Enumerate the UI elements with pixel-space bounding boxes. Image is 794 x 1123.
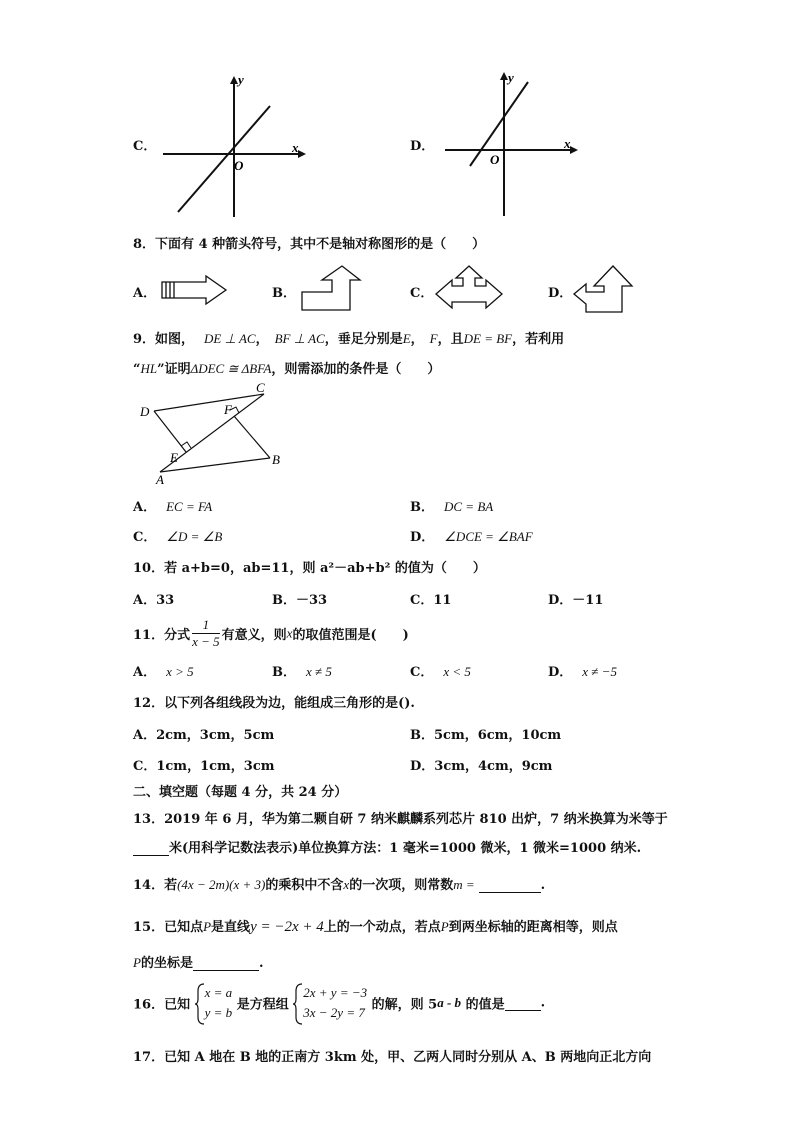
q9-stem-line1: 9．如图， DE ⊥ AC， BF ⊥ AC，垂足分别是E， F，且DE = BF，若利用 [133,331,565,347]
origin-label: O [490,152,500,167]
section-heading: 二、填空题（每题 4 分，共 24 分） [133,785,348,800]
q12-option-d: D．3cm，4cm，9cm [410,759,553,774]
q13-line1: 13．2019 年 6 月，华为第二颗自研 7 纳米麒麟系列芯片 810 出炉，7 纳米换算为米等于 [133,812,668,827]
x-axis-label: x [292,140,299,155]
q10-option-a: A．33 [133,593,175,608]
q15-answer-blank[interactable] [193,956,259,971]
q8-option-c-label: C． [410,286,434,301]
graph-line [178,106,270,212]
q12-option-a: A．2cm，3cm，5cm [133,728,275,743]
q11-option-d: D． x ≠ −5 [548,664,617,680]
origin-label: O [234,158,244,173]
q8-option-d-label: D． [548,286,573,301]
q15-line1: 15．已知点P是直线y = −2x + 4上的一个动点，若点P到两坐标轴的距离相等，则点 [133,919,618,935]
q8-arrow-b [300,264,362,314]
q7-graph-d [440,68,580,220]
y-axis-label: y [508,70,514,85]
q16-solution-system: x = a y = b [195,983,233,1023]
q17-line1: 17．已知 A 地在 B 地的正南方 3km 处，甲、乙两人同时分别从 A、B 两地向正北方向 [133,1050,652,1065]
q9-option-a: A． EC = FA [133,499,213,515]
q9-option-d: D． ∠DCE = ∠BAF [410,529,533,545]
q15-line2: P的坐标是 . [133,955,264,971]
q9-option-b: B． DC = BA [410,499,494,515]
q14-answer-blank[interactable] [479,878,541,893]
y-axis-label: y [238,72,244,87]
q11-option-b: B． x ≠ 5 [272,664,332,680]
x-axis-label: x [564,136,571,151]
q13-answer-blank[interactable] [133,841,169,856]
q7-option-c-label: C． [133,139,157,154]
q16-equation-system: 2x + y = −3 3x − 2y = 7 [293,983,367,1023]
q10-option-c: C．11 [410,593,452,608]
label-D: D [140,404,150,419]
q16-stem: 16．已知 x = a y = b 是方程组 2x + y = −3 3x − 2y = 7 的解，则 5a - b 的值是 . [133,983,545,1023]
q16-answer-blank[interactable] [505,996,541,1011]
q11-option-a: A． x > 5 [133,664,194,680]
q12-option-c: C．1cm，1cm，3cm [133,759,275,774]
label-A: A [156,472,164,487]
q9-option-c: C． ∠D = ∠B [133,529,223,545]
q8-stem: 8．下面有 4 种箭头符号，其中不是轴对称图形的是（ ） [133,237,486,252]
q10-stem: 10．若 a+b=0，ab=11，则 a²－ab+b² 的值为（ ） [133,561,486,576]
q11-stem: 11．分式 $\frac{1}{x - 5}$ 有意义，则x的取值范围是( ) [133,617,409,649]
q12-stem: 12．以下列各组线段为边，能组成三角形的是(). [133,696,415,711]
q8-arrow-d [572,264,634,316]
q10-option-b: B．－33 [272,593,328,608]
q7-graph-c [158,72,308,220]
q11-fraction: $\frac{1}{x - 5}$ [192,617,220,649]
label-E: E [170,450,178,465]
q9-figure [136,380,286,488]
q11-option-c: C． x < 5 [410,664,471,680]
q10-option-d: D．－11 [548,593,604,608]
q12-option-b: B．5cm，6cm，10cm [410,728,562,743]
q8-option-b-label: B． [272,286,296,301]
q13-line2: 米(用科学记数法表示)单位换算方法：1 毫米=1000 微米，1 微米=1000 纳米. [133,837,641,856]
q9-stem-line2: “HL”证明ΔDEC ≅ ΔBFA，则需添加的条件是（ ） [133,361,441,377]
q8-option-a-label: A． [133,286,157,301]
label-C: C [256,380,265,395]
q8-arrow-a [160,274,230,306]
q14-stem: 14．若(4x − 2m)(x + 3)的乘积中不含x的一次项，则常数m = . [133,877,546,893]
q8-arrow-c [434,264,504,314]
label-B: B [272,452,280,467]
q7-option-d-label: D． [410,139,435,154]
label-F: F [224,402,232,417]
